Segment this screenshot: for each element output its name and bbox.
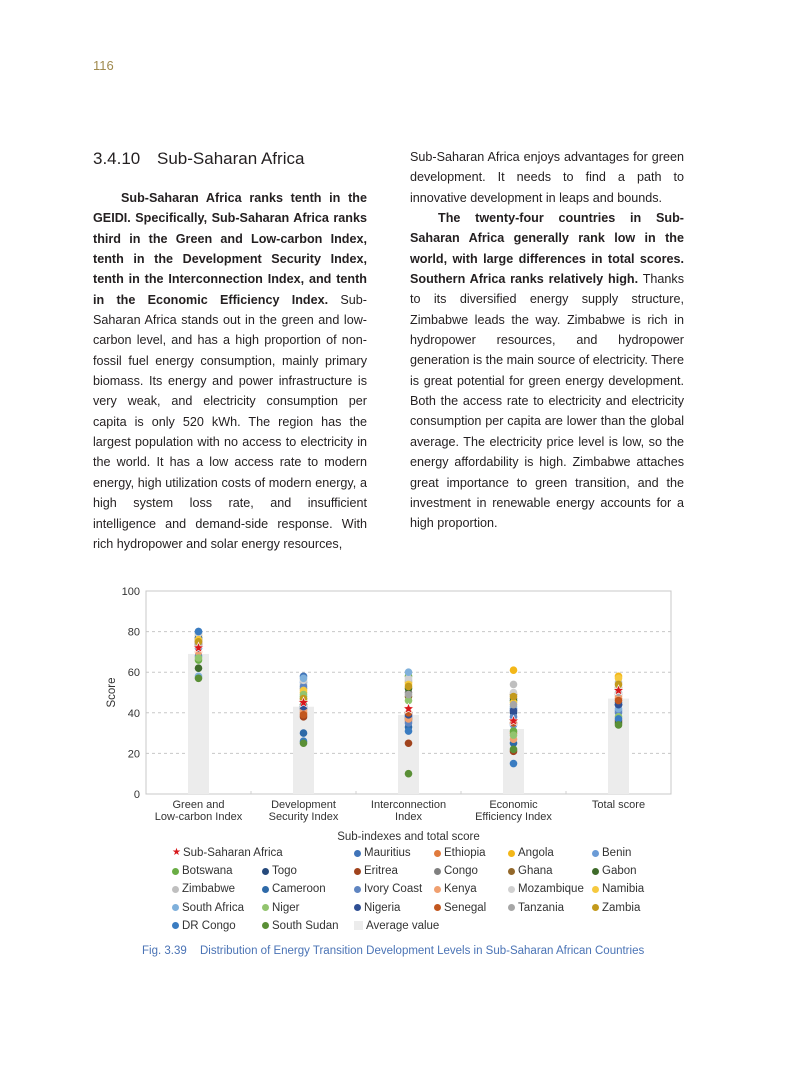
y-tick-label: 100 — [121, 586, 140, 598]
legend-label: Cameroon — [272, 883, 326, 896]
y-tick-label: 60 — [127, 667, 140, 680]
paragraph-bold-lead: Sub-Saharan Africa ranks tenth in the GEIDI. Specifically, Sub-Saharan Africa ranks third in the Green and Low-carbon Index, tenth in the Development Security Index, tenth in the Interconnection Index, and tenth in the Economic Efficiency Index. — [93, 191, 367, 307]
y-axis-label: Score — [106, 677, 118, 708]
x-category-label: Index — [395, 811, 422, 823]
legend-item — [354, 865, 398, 877]
figure-caption — [142, 945, 644, 957]
legend-label: Zimbabwe — [182, 883, 236, 896]
legend-label: DR Congo — [182, 919, 236, 932]
dot-marker-icon — [354, 886, 361, 893]
dot-marker-icon — [434, 850, 441, 857]
paragraph — [410, 208, 684, 534]
y-tick-label: 20 — [127, 748, 140, 761]
y-tick-label: 80 — [127, 626, 140, 639]
x-category-label: Development — [271, 799, 336, 811]
legend-label: Congo — [444, 865, 478, 878]
legend-label: Kenya — [444, 883, 477, 896]
legend-label: Eritrea — [364, 865, 398, 878]
legend-item — [172, 920, 236, 932]
data-point — [300, 674, 308, 682]
legend-item — [354, 920, 439, 932]
data-point — [195, 654, 203, 662]
section-number: 3.4.10 — [93, 149, 141, 168]
data-point — [615, 697, 623, 705]
legend-item — [262, 902, 299, 914]
legend-item — [262, 920, 339, 932]
legend-item — [592, 865, 637, 877]
legend-label: Botswana — [182, 865, 233, 878]
legend-item — [172, 902, 244, 914]
data-point — [195, 674, 203, 682]
legend-item — [434, 847, 486, 859]
dot-marker-icon — [172, 904, 179, 911]
data-point — [405, 770, 413, 778]
legend-label: South Africa — [182, 901, 245, 914]
data-point — [405, 739, 413, 747]
legend-label: Benin — [602, 847, 632, 859]
dot-marker-icon — [172, 922, 179, 929]
legend-item — [172, 865, 233, 877]
x-category-label: Interconnection — [370, 799, 447, 811]
body-right-column — [410, 147, 684, 534]
data-point — [510, 681, 518, 689]
dot-marker-icon — [262, 904, 269, 911]
data-point — [510, 693, 518, 701]
legend-label: Ethiopia — [444, 847, 486, 859]
legend-item — [434, 902, 486, 914]
paragraph-text: Thanks to its diversified energy supply structure, Zimbabwe leads the way. Zimbabwe is rich in hydropower resources, and hydropower generation is the main source of electricity. There is great potential for green energy development. Both the access rate to electricity and electricity consumption per capita are lower than the global average. The electricity price level is low, so the energy affordability is high. Zimbabwe attaches great importance to green transition, and the investment in renewable energy accounts for a high proportion. — [410, 272, 684, 531]
legend-item — [354, 883, 422, 895]
legend-item — [508, 883, 584, 895]
dot-marker-icon — [434, 868, 441, 875]
legend-label: Namibia — [602, 883, 645, 896]
legend-label: Ivory Coast — [364, 883, 423, 896]
x-axis-label: Sub-indexes and total score — [337, 831, 480, 843]
legend-label: Angola — [518, 847, 554, 859]
dot-marker-icon — [172, 886, 179, 893]
paragraph-text: Sub-Saharan Africa stands out in the green and low-carbon level, and has a high proportion of non-fossil fuel energy consumption, mainly primary biomass. Its energy and power infrastructure is very weak, and electricity consumption per capita is only 520 kWh. The region has the largest population with no access to electricity in the world. It has a low access rate to modern energy, high utilization costs of modern energy, a high system loss rate, and insufficient intelligence and demand-side response. With rich hydropower and solar energy resources, — [93, 292, 367, 551]
dot-marker-icon — [508, 850, 515, 857]
legend-label: Ghana — [518, 865, 553, 878]
legend-label: Average value — [366, 919, 440, 932]
legend-item — [592, 847, 631, 859]
data-point — [300, 711, 308, 719]
dot-marker-icon — [592, 868, 599, 875]
legend-item — [508, 865, 553, 877]
legend-label: South Sudan — [272, 919, 339, 932]
x-category-label: Security Index — [268, 811, 339, 823]
legend-label: Senegal — [444, 901, 487, 914]
dot-marker-icon — [434, 886, 441, 893]
page-number: 116 — [93, 58, 114, 73]
data-point — [510, 666, 518, 674]
dot-marker-icon — [262, 868, 269, 875]
data-point — [195, 628, 203, 636]
star-marker-icon: ★ — [172, 847, 181, 858]
legend-item — [508, 847, 554, 859]
x-category-label: Efficiency Index — [475, 811, 552, 823]
legend-item — [172, 847, 283, 859]
dot-marker-icon — [354, 850, 361, 857]
legend-item — [172, 883, 235, 895]
figure-caption-text: Distribution of Energy Transition Development Levels in Sub-Saharan African Countries — [199, 945, 645, 957]
dot-marker-icon — [262, 886, 269, 893]
legend-item — [592, 902, 640, 914]
legend-label: Gabon — [602, 865, 637, 878]
paragraph-bold-lead: The twenty-four countries in Sub-Saharan Africa generally rank low in the world, with large differences in total scores. Southern Africa ranks relatively high. — [410, 211, 684, 287]
dot-marker-icon — [172, 868, 179, 875]
legend-label: Niger — [272, 901, 300, 914]
x-category-label: Economic — [489, 799, 538, 811]
data-point — [195, 664, 203, 672]
data-point — [615, 721, 623, 729]
legend-label: Tanzania — [518, 901, 565, 914]
paragraph — [93, 188, 367, 554]
dot-marker-icon — [354, 868, 361, 875]
legend-label: Mozambique — [518, 883, 584, 896]
legend-item — [262, 883, 326, 895]
data-point — [510, 760, 518, 768]
data-point — [405, 691, 413, 699]
legend-label: Zambia — [602, 901, 641, 914]
dot-marker-icon — [592, 886, 599, 893]
legend-label: Sub-Saharan Africa — [182, 847, 283, 859]
legend-item — [262, 865, 297, 877]
dot-marker-icon — [508, 886, 515, 893]
dot-marker-icon — [592, 904, 599, 911]
x-category-label: Green and — [172, 799, 225, 811]
data-point — [405, 727, 413, 735]
dot-marker-icon — [508, 904, 515, 911]
legend-label: Togo — [272, 865, 297, 878]
x-category-label: Low-carbon Index — [154, 811, 243, 823]
data-point — [510, 746, 518, 754]
legend-label: Nigeria — [364, 901, 401, 914]
section-heading — [93, 149, 304, 169]
y-tick-label: 0 — [133, 789, 140, 801]
x-category-label: Total score — [591, 799, 646, 811]
dot-marker-icon — [354, 904, 361, 911]
dot-marker-icon — [592, 850, 599, 857]
paragraph: Sub-Saharan Africa enjoys advantages for green development. It needs to find a path to innovative development in leaps and bounds. — [410, 150, 684, 205]
data-point — [510, 701, 518, 709]
legend-label: Mauritius — [364, 847, 411, 859]
legend-item — [508, 902, 564, 914]
data-point — [510, 731, 518, 739]
section-title: Sub-Saharan Africa — [157, 149, 305, 168]
chart-plot — [100, 580, 700, 843]
data-point — [300, 729, 308, 737]
y-tick-label: 40 — [127, 707, 140, 720]
data-point — [300, 739, 308, 747]
dot-marker-icon — [434, 904, 441, 911]
body-left-column — [93, 188, 367, 554]
legend-item — [592, 883, 644, 895]
legend-item — [434, 865, 478, 877]
figure-number: Fig. 3.39 — [142, 945, 187, 957]
data-point — [405, 683, 413, 691]
data-point — [405, 668, 413, 676]
legend-item — [354, 847, 411, 859]
dot-marker-icon — [262, 922, 269, 929]
legend-item — [434, 883, 477, 895]
legend-item — [354, 902, 400, 914]
dot-marker-icon — [508, 868, 515, 875]
square-swatch-icon — [354, 921, 363, 930]
